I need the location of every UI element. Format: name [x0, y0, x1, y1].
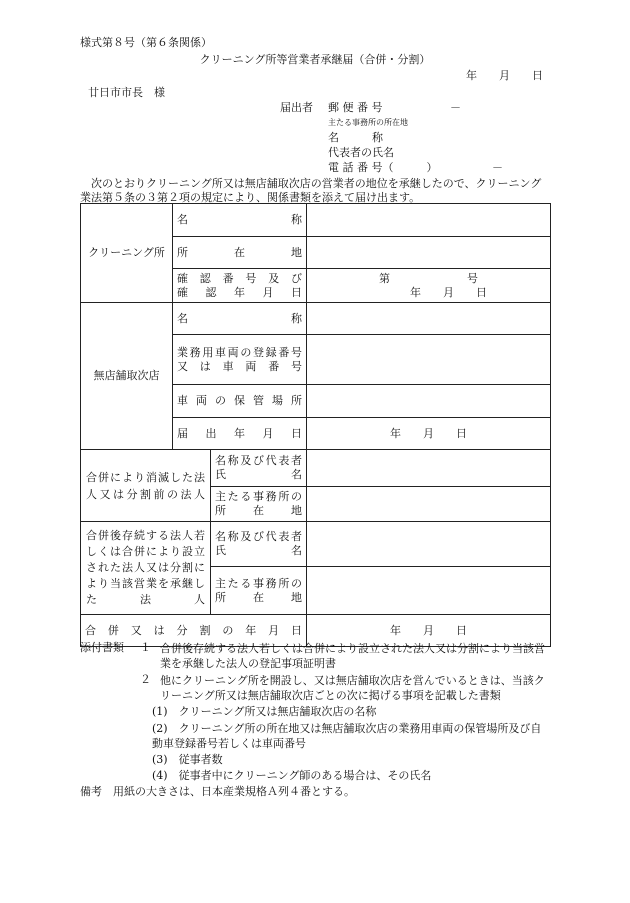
successor-rep-label: 名称及び代表者 氏 名	[211, 522, 307, 567]
submission-date: 年 月 日	[466, 69, 543, 82]
dissolved-rep-label: 名称及び代表者 氏 名	[211, 450, 307, 487]
attachment-2-sub-2: (2) クリーニング所の所在地又は無店舗取次店の業務用車両の保管場所及び自動車登録番号若しくは車両番号	[152, 722, 542, 750]
attachments-label: 添付書類	[80, 641, 124, 654]
attachment-2-sub-3: (3) 従事者数	[152, 753, 223, 766]
attachment-2-sub-4: (4) 従事者中にクリーニング師のある場合は、その氏名	[152, 769, 432, 782]
filed-date-field[interactable]: 年 月 日	[307, 418, 551, 450]
representative-label: 代表者の氏名	[328, 146, 394, 159]
phone-dash: －	[492, 161, 503, 174]
vehicle-number-field[interactable]	[307, 335, 551, 385]
attachment-2-sub-1: (1) クリーニング所又は無店舗取次店の名称	[152, 705, 377, 718]
filed-date-label: 届出年月日	[173, 418, 307, 450]
cleaning-name-label: 名 称	[173, 204, 307, 237]
mobile-name-label: 名 称	[173, 303, 307, 335]
postal-code-label: 郵 便 番 号	[328, 101, 383, 114]
cleaning-address-field[interactable]	[307, 237, 551, 269]
addressee: 廿日市市長 様	[88, 86, 165, 99]
attachment-1-number: １	[140, 641, 151, 654]
dissolved-office-field[interactable]	[307, 487, 551, 522]
attachment-2-text: 他にクリーニング所を開設し、又は無店舗取次店を営んでいるときは、当該クリーニング所又は無店舗取次店ごとの次に掲げる事項を記載した書類	[160, 674, 545, 702]
vehicle-number-label: 業務用車両の登録番号 又は車両番号	[173, 335, 307, 385]
remarks: 備考 用紙の大きさは、日本産業規格Ａ列４番とする。	[80, 785, 355, 798]
confirmation-field[interactable]: 第 号 年 月 日	[307, 269, 551, 303]
vehicle-storage-field[interactable]	[307, 385, 551, 418]
dissolved-entity-label: 合併により消滅した法人又は分割前の法人	[81, 450, 211, 522]
cleaning-address-label: 所 在 地	[173, 237, 307, 269]
successor-office-label: 主たる事務所の 所 在 地	[211, 567, 307, 615]
successor-office-field[interactable]	[307, 567, 551, 615]
mobile-shop-group-label: 無店舗取次店	[81, 303, 173, 450]
postal-code-dash: －	[450, 101, 461, 114]
intro-paragraph: 次のとおりクリーニング所又は無店舗取次店の営業者の地位を承継したので、クリーニング業法第５条の３第２項の規定により、関係書類を添えて届け出ます。	[80, 177, 542, 204]
notifier-name-label: 名 称	[328, 131, 383, 144]
notification-table	[80, 203, 551, 647]
successor-entity-label: 合併後存続する法人若しくは合併により設立された法人又は分割により当該営業を承継した法人	[81, 522, 211, 615]
confirmation-label: 確認番号及び 確認年月日	[173, 269, 307, 303]
form-number: 様式第８号（第６条関係）	[80, 36, 212, 49]
merger-date-label: 合併又は分割の年月日	[81, 615, 307, 647]
page-title: クリーニング所等営業者承継届（合併・分割）	[199, 53, 431, 66]
office-address-label: 主たる事務所の所在地	[328, 118, 408, 127]
attachment-2-number: ２	[140, 673, 151, 686]
dissolved-rep-field[interactable]	[307, 450, 551, 487]
notifier-label: 届出者	[280, 101, 313, 114]
cleaning-shop-group-label: クリーニング所	[81, 204, 173, 303]
merger-date-field[interactable]: 年 月 日	[307, 615, 551, 647]
successor-rep-field[interactable]	[307, 522, 551, 567]
attachment-1-text: 合併後存続する法人若しくは合併により設立された法人又は分割により当該営業を承継した法人の登記事項証明書	[160, 642, 545, 670]
vehicle-storage-label: 車両の保管場所	[173, 385, 307, 418]
dissolved-office-label: 主たる事務所の 所 在 地	[211, 487, 307, 522]
cleaning-name-field[interactable]	[307, 204, 551, 237]
phone-label: 電 話 番 号（ ）	[328, 161, 438, 174]
mobile-name-field[interactable]	[307, 303, 551, 335]
